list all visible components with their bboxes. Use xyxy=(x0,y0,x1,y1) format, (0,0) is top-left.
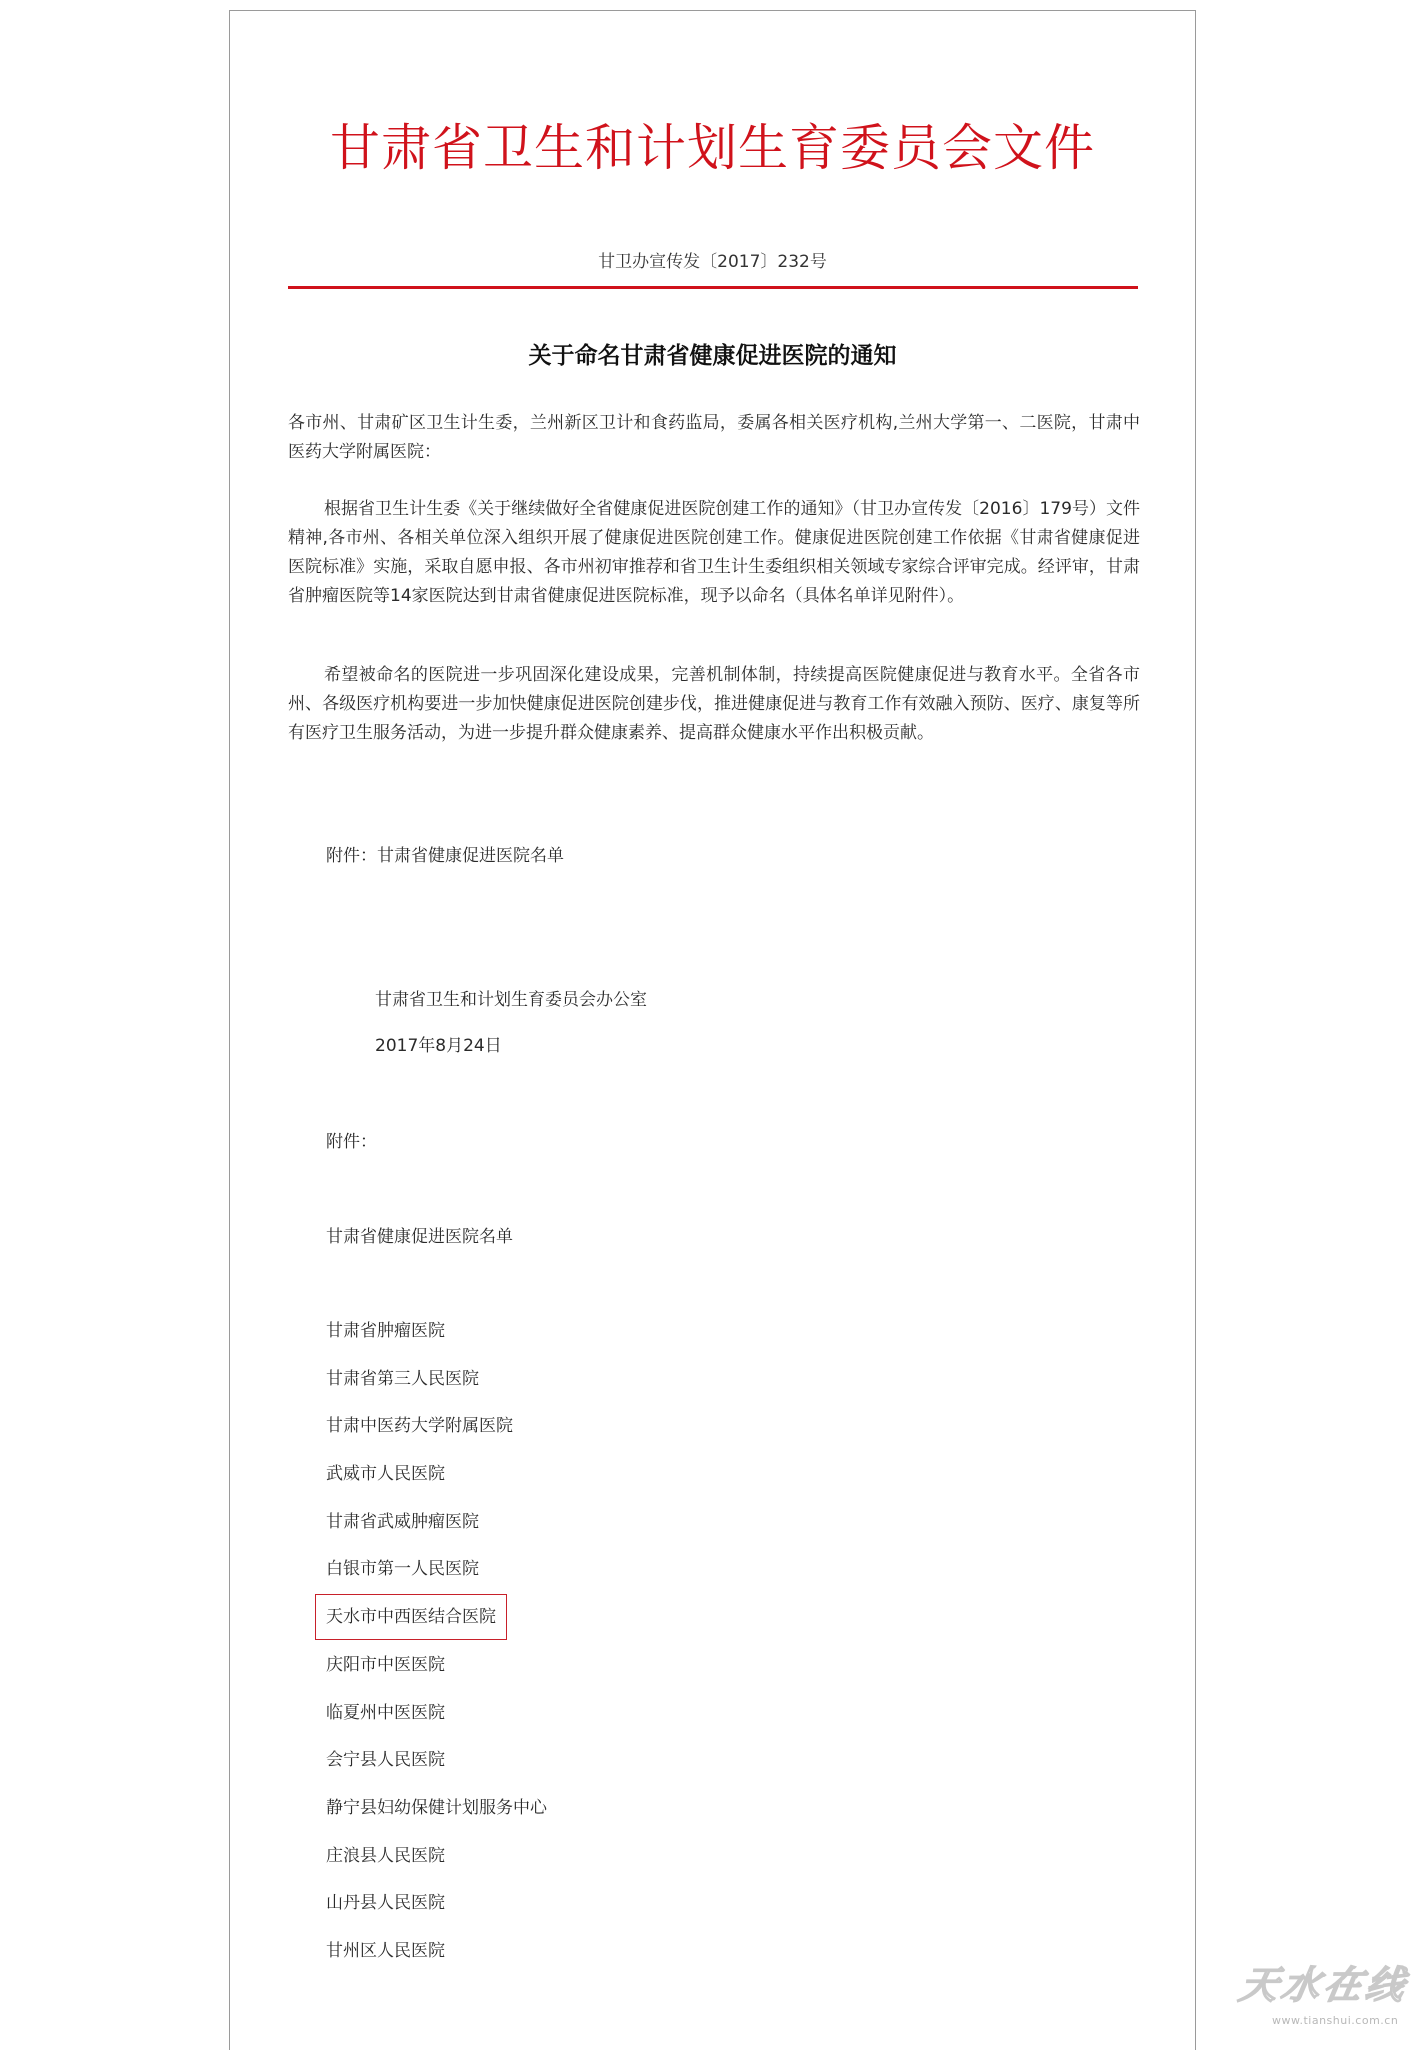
list-item xyxy=(326,1460,547,1508)
addressee-paragraph: 各市州、甘肃矿区卫生计生委，兰州新区卫计和食药监局，委属各相关医疗机构,兰州大学第一、二医院，甘肃中医药大学附属医院： xyxy=(288,413,1140,462)
signature-office: 甘肃省卫生和计划生育委员会办公室 xyxy=(375,990,647,1010)
watermark-logo: 天水在线 xyxy=(1236,1962,1413,2007)
issuer-header: 甘肃省卫生和计划生育委员会文件 xyxy=(330,119,1095,177)
hospital-name: 甘州区人民医院 xyxy=(326,1940,445,1961)
hospital-name: 白银市第一人民医院 xyxy=(326,1559,479,1580)
list-item xyxy=(326,1508,547,1556)
hospital-name: 临夏州中医医院 xyxy=(326,1702,445,1723)
hospital-name: 武威市人民医院 xyxy=(326,1464,445,1485)
annex-label: 附件： xyxy=(326,1132,377,1152)
body-paragraph-2: 希望被命名的医院进一步巩固深化建设成果，完善机制体制，持续提高医院健康促进与教育水平。全省各市州、各级医疗机构要进一步加快健康促进医院创建步伐，推进健康促进与教育工作有效融入预防、医疗、康复等所有医疗卫生服务活动，为进一步提升群众健康素养、提高群众健康水平作出积极贡献。 xyxy=(288,665,1140,743)
list-item xyxy=(326,1937,547,1985)
attachment-note: 附件：甘肃省健康促进医院名单 xyxy=(326,846,564,866)
hospital-name: 甘肃中医药大学附属医院 xyxy=(326,1416,513,1437)
hospital-name: 甘肃省肿瘤医院 xyxy=(326,1321,445,1341)
body-paragraph-1: 根据省卫生计生委《关于继续做好全省健康促进医院创建工作的通知》（甘卫办宣传发〔2016〕179号）文件精神,各市州、各相关单位深入组织开展了健康促进医院创建工作。健康促进医院创建工作依据《甘肃省健康促进医院标准》实施，采取自愿申报、各市州初审推荐和省卫生计生委组织相关领域专家综合评审完成。经评审，甘肃省肿瘤医院等14家医院达到甘肃省健康促进医院标准，现予以命名（具体名单详见附件）。 xyxy=(288,499,1140,606)
hospital-name: 庆阳市中医医院 xyxy=(326,1654,445,1675)
list-item xyxy=(326,1746,547,1794)
hospital-name: 山丹县人民医院 xyxy=(326,1893,445,1914)
document-number: 甘卫办宣传发〔2017〕232号 xyxy=(598,252,827,272)
list-item xyxy=(326,1317,547,1365)
watermark-url: www.tianshui.com.cn xyxy=(1272,2014,1399,2027)
list-item xyxy=(326,1842,547,1890)
hospital-name: 会宁县人民医院 xyxy=(326,1750,445,1771)
annex-title: 甘肃省健康促进医院名单 xyxy=(326,1227,513,1247)
hospital-name: 甘肃省第三人民医院 xyxy=(326,1368,479,1389)
hospital-name-highlighted: 天水市中西医结合医院 xyxy=(326,1603,496,1631)
signature-date: 2017年8月24日 xyxy=(375,1036,502,1056)
list-item xyxy=(326,1365,547,1413)
list-item xyxy=(326,1889,547,1937)
document-page xyxy=(229,10,1196,2050)
hospital-name: 静宁县妇幼保健计划服务中心 xyxy=(326,1797,547,1818)
hospital-name: 庄浪县人民医院 xyxy=(326,1845,445,1866)
highlighted-list-item xyxy=(326,1603,547,1651)
hospital-name: 甘肃省武威肿瘤医院 xyxy=(326,1511,479,1532)
notice-title: 关于命名甘肃省健康促进医院的通知 xyxy=(528,343,897,369)
site-watermark xyxy=(1236,1960,1420,2034)
hospital-list xyxy=(326,1317,547,1985)
red-divider-line xyxy=(288,286,1138,289)
list-item xyxy=(326,1699,547,1747)
list-item xyxy=(326,1651,547,1699)
list-item xyxy=(326,1412,547,1460)
list-item xyxy=(326,1794,547,1842)
